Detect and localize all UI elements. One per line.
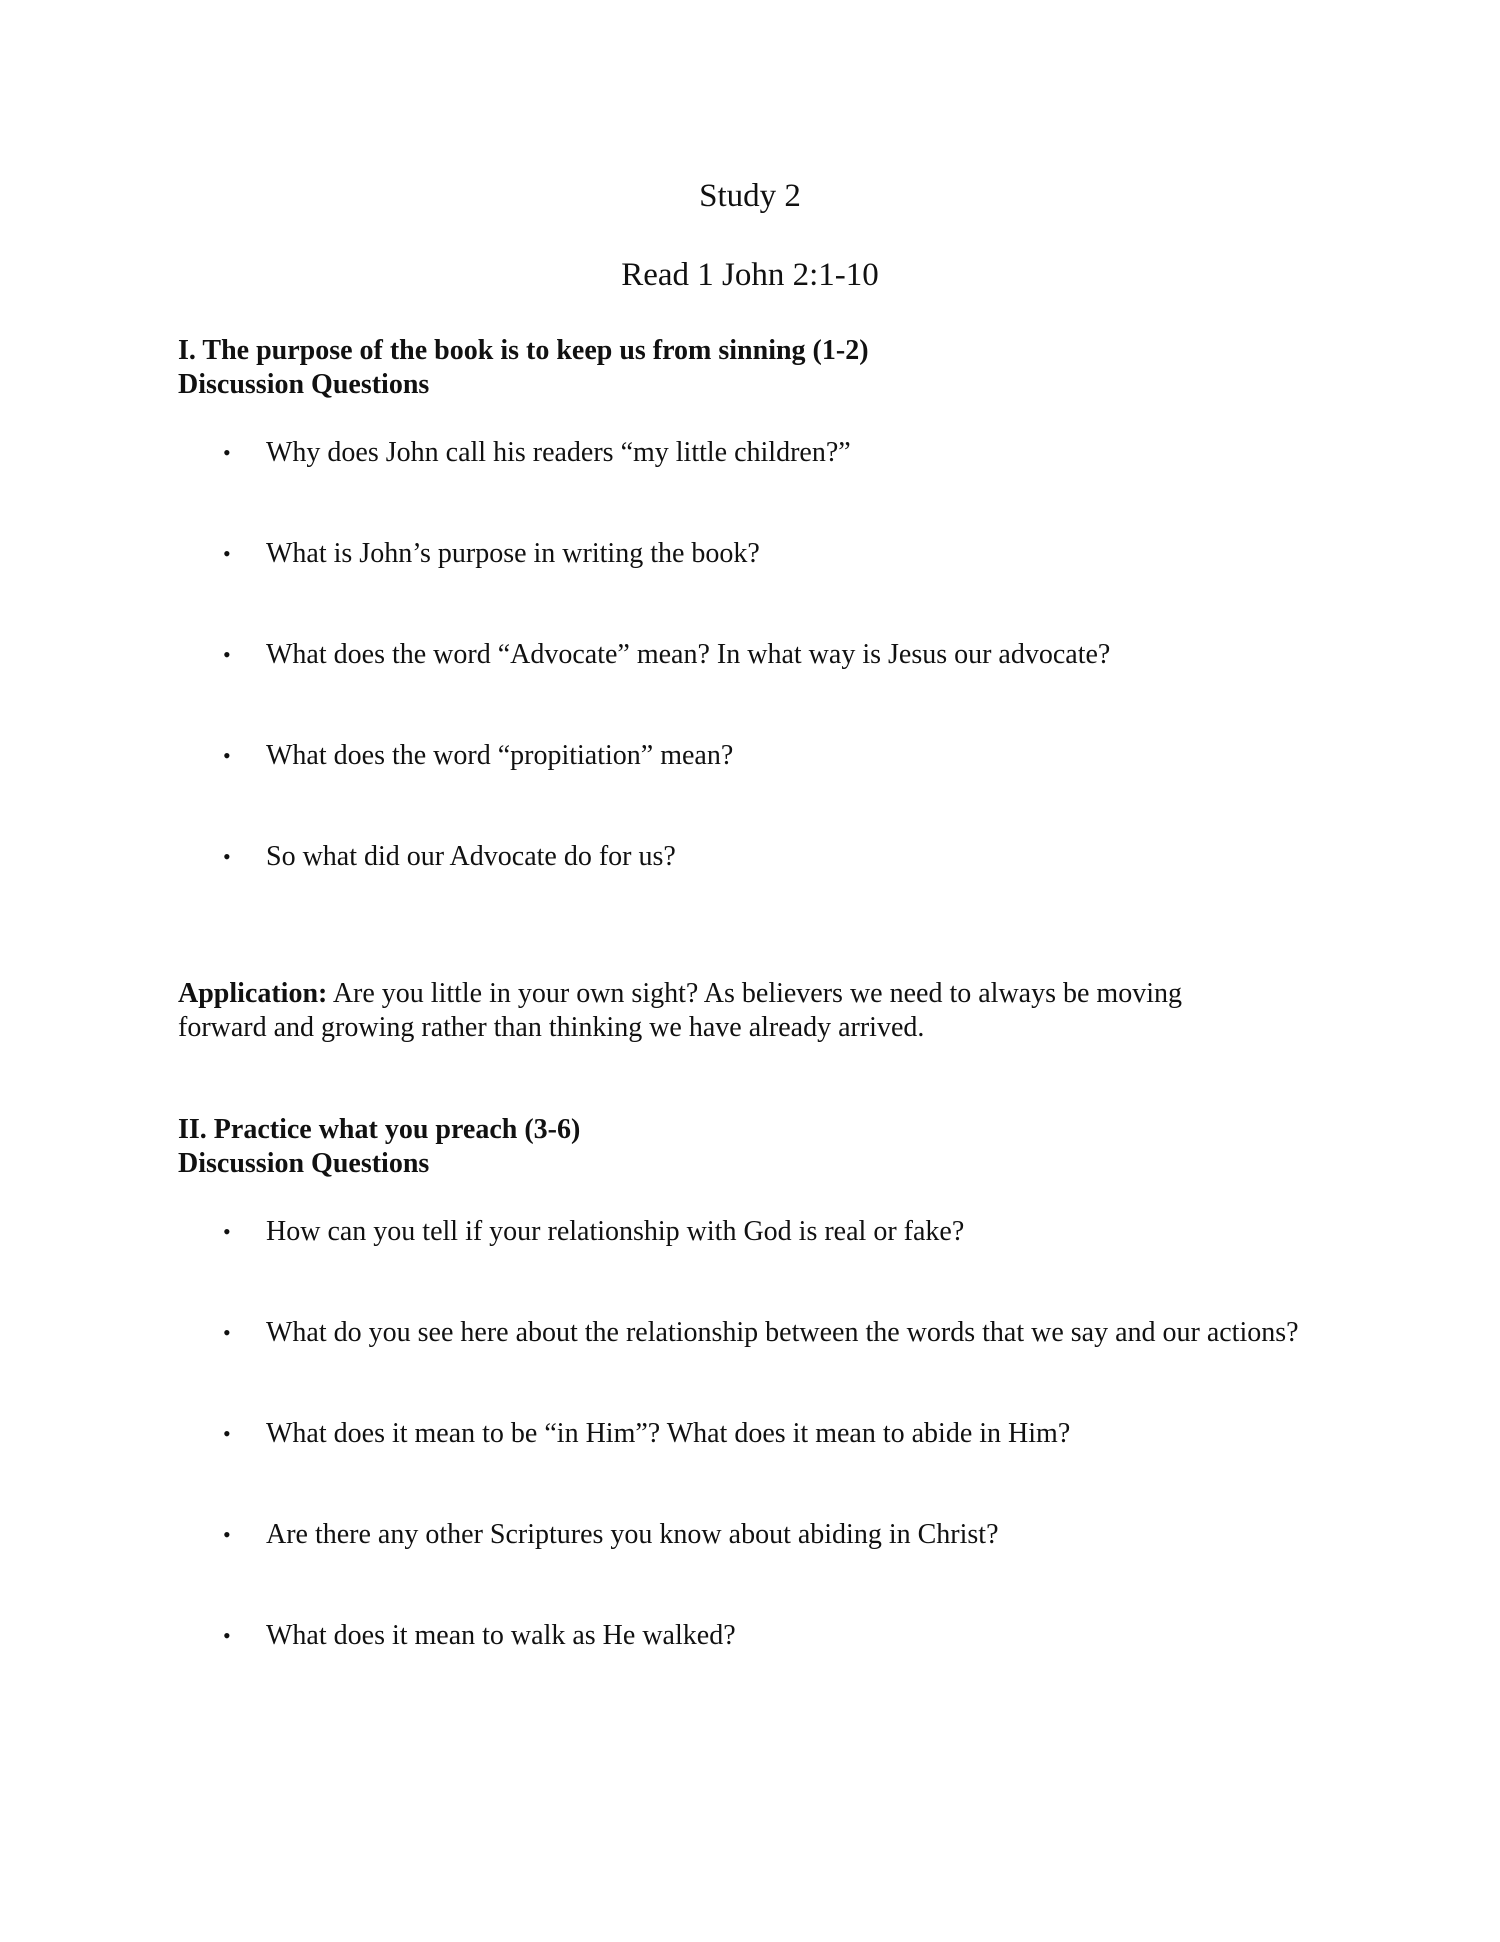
bullet-icon: • bbox=[223, 1522, 231, 1547]
question-text: What does it mean to be “in Him”? What does it mean to abide in Him? bbox=[266, 1418, 1071, 1449]
section-1-subheading: Discussion Questions bbox=[178, 369, 430, 400]
section-2-questions bbox=[178, 1215, 1328, 1653]
list-item bbox=[178, 638, 1328, 672]
reading-reference: Read 1 John 2:1-10 bbox=[621, 257, 879, 293]
question-text: What do you see here about the relationship between the words that we say and our actions? bbox=[266, 1317, 1299, 1348]
section-2 bbox=[178, 1113, 1328, 1653]
application-label: Application: bbox=[178, 978, 328, 1009]
bullet-icon: • bbox=[223, 844, 231, 869]
question-text: What does the word “Advocate” mean? In what way is Jesus our advocate? bbox=[266, 639, 1111, 670]
list-item bbox=[178, 1316, 1328, 1350]
bullet-icon: • bbox=[223, 1421, 231, 1446]
question-text: Are there any other Scriptures you know about abiding in Christ? bbox=[266, 1519, 999, 1550]
question-text: Why does John call his readers “my little children?” bbox=[266, 437, 851, 468]
bullet-icon: • bbox=[223, 1320, 231, 1345]
section-2-subheading: Discussion Questions bbox=[178, 1148, 430, 1179]
bullet-icon: • bbox=[223, 541, 231, 566]
bullet-icon: • bbox=[223, 642, 231, 667]
question-text: What does the word “propitiation” mean? bbox=[266, 740, 734, 771]
application-paragraph bbox=[178, 977, 1258, 1045]
list-item bbox=[178, 436, 1328, 470]
application-text: Are you little in your own sight? As believers we need to always be moving forward and growing rather than thinking we have already arrived. bbox=[178, 978, 1182, 1043]
question-text: What is John’s purpose in writing the book? bbox=[266, 538, 760, 569]
section-1-heading: I. The purpose of the book is to keep us from sinning (1-2) bbox=[178, 335, 869, 366]
list-item bbox=[178, 739, 1328, 773]
list-item bbox=[178, 1215, 1328, 1249]
section-1-questions bbox=[178, 436, 1328, 874]
list-item bbox=[178, 1417, 1328, 1451]
list-item bbox=[178, 537, 1328, 571]
question-text: How can you tell if your relationship with God is real or fake? bbox=[266, 1216, 965, 1247]
list-item bbox=[178, 1518, 1328, 1552]
section-2-heading: II. Practice what you preach (3-6) bbox=[178, 1114, 581, 1145]
list-item bbox=[178, 840, 1328, 874]
section-1 bbox=[178, 334, 1328, 874]
question-text: So what did our Advocate do for us? bbox=[266, 841, 676, 872]
list-item bbox=[178, 1619, 1328, 1653]
study-title: Study 2 bbox=[699, 178, 801, 214]
bullet-icon: • bbox=[223, 1219, 231, 1244]
bullet-icon: • bbox=[223, 1623, 231, 1648]
bullet-icon: • bbox=[223, 440, 231, 465]
question-text: What does it mean to walk as He walked? bbox=[266, 1620, 736, 1651]
bullet-icon: • bbox=[223, 743, 231, 768]
